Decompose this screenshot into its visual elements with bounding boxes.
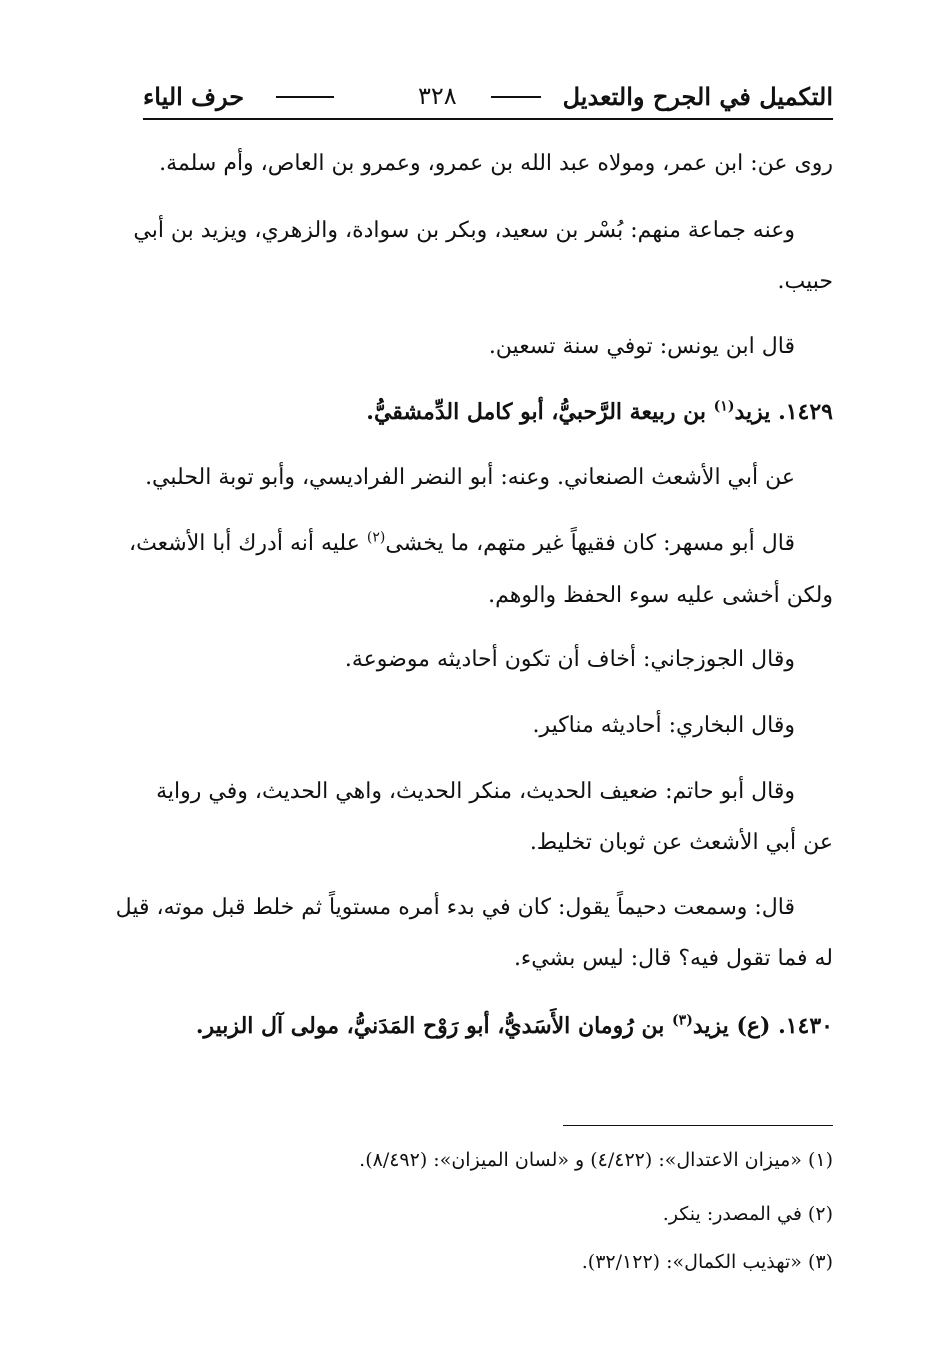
footnote-2: (٢) في المصدر: ينكر. (662, 1203, 833, 1225)
jawzjani-line (108, 636, 833, 684)
text-line: قال ابن يونس: توفي سنة تسعين. (488, 334, 795, 359)
bukhari-line (108, 702, 833, 750)
footnote-marker: (١) (713, 398, 735, 415)
text-line: روى عن: ابن عمر، ومولاه عبد الله بن عمرو، وعمرو بن العاص، وأم سلمة. (159, 151, 833, 176)
entry-1429 (108, 388, 833, 436)
entry-number: ١٤٢٩ (785, 399, 833, 425)
narration-line (108, 140, 833, 188)
text-line: وقال أبو حاتم: ضعيف الحديث، منكر الحديث، واهي الحديث، وفي رواية (156, 779, 795, 804)
students-paragraph (108, 207, 833, 255)
text-line: عليه أنه أدرك أبا الأشعث، (128, 531, 360, 556)
source-code: (ع) (736, 1013, 771, 1039)
abu-hatim-paragraph (108, 768, 833, 816)
text-line: عن أبي الأشعث عن ثوبان تخليط. (529, 830, 833, 855)
header-divider (491, 96, 541, 98)
abu-hatim-continuation (108, 819, 833, 867)
footnote-3: (٣) «تهذيب الكمال»: (٣٢/١٢٢). (581, 1251, 833, 1273)
duhaym-continuation (108, 935, 833, 983)
abu-mushir-paragraph (108, 520, 833, 568)
text-line: قال: وسمعت دحيماً يقول: كان في بدء أمره مستوياً ثم خلط قبل موته، قيل (115, 895, 795, 920)
text-line: عن أبي الأشعث الصنعاني. وعنه: أبو النضر الفراديسي، وأبو توبة الحلبي. (145, 465, 795, 490)
header-divider (276, 96, 334, 98)
footnote-separator (563, 1125, 833, 1126)
text-line: حبيب. (777, 269, 833, 294)
entry-number: ١٤٣٠ (785, 1013, 833, 1039)
text-line: وقال الجوزجاني: أخاف أن تكون أحاديثه موضوعة. (344, 647, 795, 672)
narrator-name: يزيد (734, 399, 771, 425)
book-title: التكميل في الجرح والتعديل (562, 82, 833, 111)
section-heading: حرف الياء (143, 82, 245, 111)
text-line: وعنه جماعة منهم: بُسْر بن سعيد، وبكر بن سوادة، والزهري، ويزيد بن أبي (133, 218, 795, 243)
narrator-name: يزيد (692, 1013, 729, 1039)
students-paragraph-continuation (108, 258, 833, 306)
text-line: وقال البخاري: أحاديثه مناكير. (532, 713, 795, 738)
footnote-marker: (٢) (366, 529, 386, 546)
entry-separator: . (778, 1013, 786, 1039)
entry-1430 (108, 1002, 833, 1050)
text-line: قال أبو مسهر: كان فقيهاً غير متهم، ما يخشى (385, 531, 795, 556)
teachers-students-line (108, 454, 833, 502)
entry-separator: . (778, 399, 786, 425)
page-number: ٣٢٨ (418, 82, 457, 110)
narrator-lineage: بن ربيعة الرَّحبيُّ، أبو كامل الدِّمشقيُّ. (366, 399, 706, 425)
text-line: له فما تقول فيه؟ قال: ليس بشيء. (513, 946, 833, 971)
death-note (108, 323, 833, 371)
footnote-1: (١) «ميزان الاعتدال»: (٤/٤٢٢) و «لسان الميزان»: (٨/٤٩٢). (359, 1149, 833, 1171)
footnote-marker: (٣) (672, 1012, 693, 1029)
abu-mushir-continuation (108, 572, 833, 620)
narrator-lineage: بن رُومان الأَسَديُّ، أبو رَوْح المَدَنيُّ، مولى آل الزبير. (195, 1013, 665, 1039)
text-line: ولكن أخشى عليه سوء الحفظ والوهم. (488, 583, 833, 608)
page-header (143, 76, 833, 120)
duhaym-paragraph (108, 884, 833, 932)
